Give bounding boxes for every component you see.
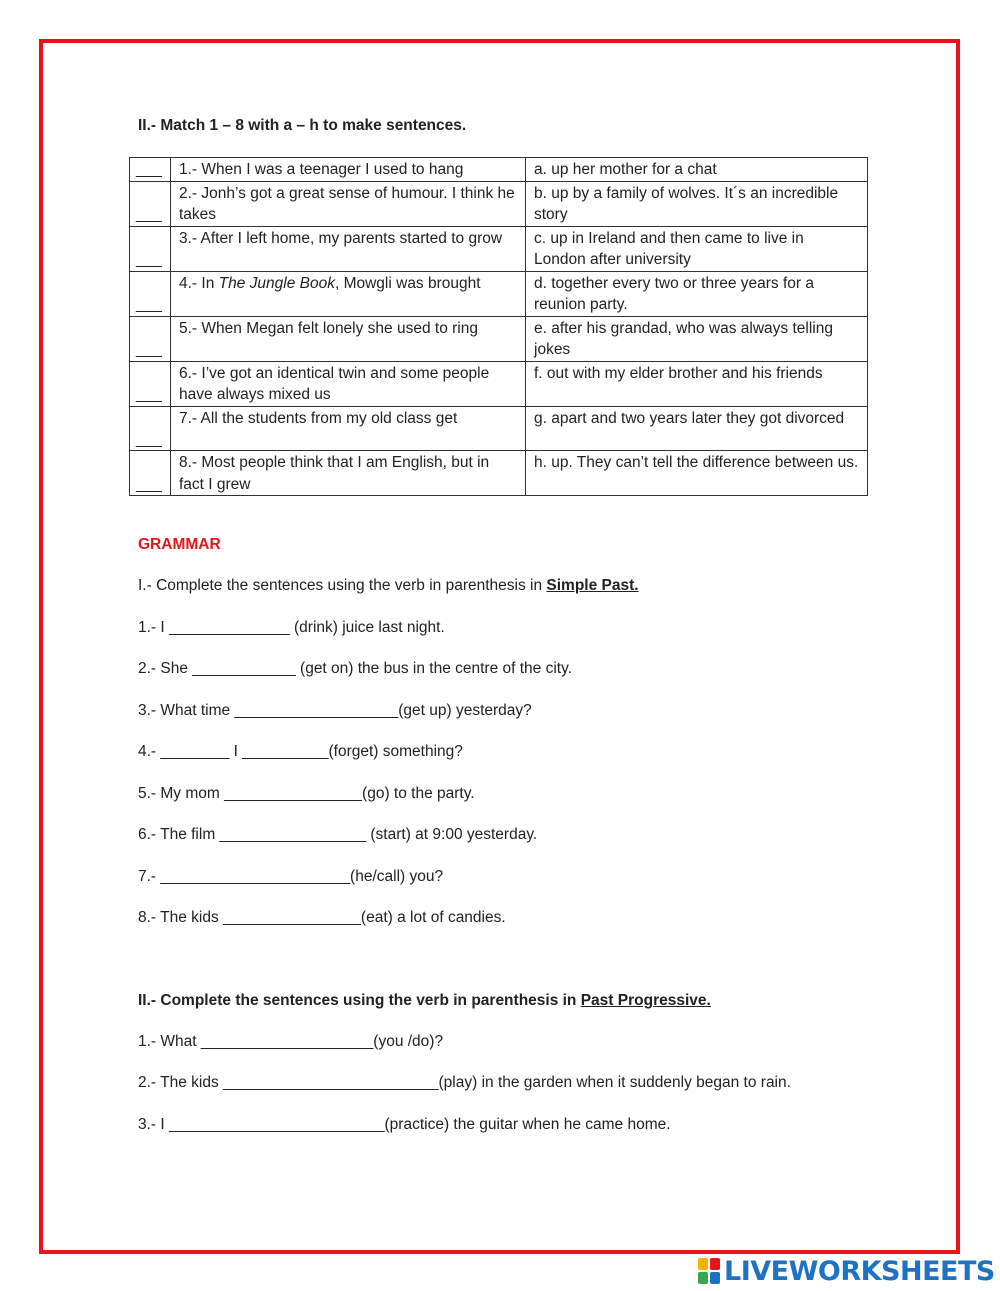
- sentence-start: 6.- I’ve got an identical twin and some people have always mixed us: [171, 361, 526, 406]
- past-progressive-instruction: [138, 992, 711, 1010]
- sentence-end: f. out with my elder brother and his friends: [526, 361, 868, 406]
- sentence-start: 8.- Most people think that I am English, but in fact I grew: [171, 451, 526, 496]
- table-row: [130, 361, 868, 406]
- table-row: [130, 271, 868, 316]
- sentence-end: a. up her mother for a chat: [526, 158, 868, 182]
- answer-blank[interactable]: ___: [130, 271, 171, 316]
- logo-square: [710, 1272, 720, 1284]
- logo-mark-icon: [698, 1258, 720, 1284]
- logo-square: [698, 1272, 708, 1284]
- liveworksheets-logo: [698, 1256, 995, 1286]
- sentence-end: h. up. They can’t tell the difference between us.: [526, 451, 868, 496]
- sentence-start: 7.- All the students from my old class get: [171, 406, 526, 451]
- exercise-item[interactable]: 2.- She ____________ (get on) the bus in the centre of the city.: [138, 660, 573, 677]
- exercise-item[interactable]: 5.- My mom ________________(go) to the party.: [138, 785, 475, 802]
- instruction-text: II.- Complete the sentences using the verb in parenthesis in: [138, 992, 581, 1009]
- exercise-item[interactable]: 7.- ______________________(he/call) you?: [138, 868, 444, 885]
- simple-past-instruction: [138, 577, 639, 595]
- sentence-end: c. up in Ireland and then came to live in London after university: [526, 226, 868, 271]
- exercise-item[interactable]: 6.- The film _________________ (start) at 9:00 yesterday.: [138, 826, 538, 843]
- logo-square: [710, 1258, 720, 1270]
- table-row: [130, 181, 868, 226]
- sentence-start: [171, 271, 526, 316]
- answer-blank[interactable]: ___: [130, 181, 171, 226]
- exercise-item[interactable]: 3.- I _________________________(practice) the guitar when he came home.: [138, 1116, 671, 1133]
- matching-table: [129, 157, 868, 496]
- sentence-start: 1.- When I was a teenager I used to hang: [171, 158, 526, 182]
- answer-blank[interactable]: ___: [130, 158, 171, 182]
- sentence-start: 2.- Jonh’s got a great sense of humour. I think he takes: [171, 181, 526, 226]
- sentence-end: d. together every two or three years for a reunion party.: [526, 271, 868, 316]
- answer-blank[interactable]: ___: [130, 226, 171, 271]
- sentence-start-post: , Mowgli was brought: [334, 274, 481, 292]
- instruction-text: I.- Complete the sentences using the verb in parenthesis in: [138, 577, 547, 594]
- table-row: [130, 451, 868, 496]
- tense-label: Past Progressive.: [580, 992, 711, 1009]
- grammar-title: GRAMMAR: [138, 536, 221, 553]
- tense-label: Simple Past.: [546, 577, 639, 594]
- sentence-end: g. apart and two years later they got divorced: [526, 406, 868, 451]
- table-row: [130, 406, 868, 451]
- sentence-end: e. after his grandad, who was always telling jokes: [526, 316, 868, 361]
- exercise-item[interactable]: 4.- ________ I __________(forget) something?: [138, 743, 463, 760]
- exercise-item[interactable]: 8.- The kids ________________(eat) a lot of candies.: [138, 909, 506, 926]
- exercise-item[interactable]: 1.- I ______________ (drink) juice last night.: [138, 619, 445, 636]
- answer-blank[interactable]: ___: [130, 406, 171, 451]
- answer-blank[interactable]: ___: [130, 316, 171, 361]
- book-title: The Jungle Book: [218, 274, 335, 292]
- sentence-start: 5.- When Megan felt lonely she used to ring: [171, 316, 526, 361]
- exercise-item[interactable]: 2.- The kids _________________________(play) in the garden when it suddenly began to rain.: [138, 1074, 791, 1091]
- sentence-start: 3.- After I left home, my parents started to grow: [171, 226, 526, 271]
- exercise-item[interactable]: 1.- What ____________________(you /do)?: [138, 1033, 444, 1050]
- table-row: [130, 316, 868, 361]
- answer-blank[interactable]: ___: [130, 451, 171, 496]
- logo-square: [698, 1258, 708, 1270]
- exercise-item[interactable]: 3.- What time ___________________(get up) yesterday?: [138, 702, 532, 719]
- answer-blank[interactable]: ___: [130, 361, 171, 406]
- logo-text: LIVEWORKSHEETS: [724, 1255, 995, 1287]
- matching-heading: II.- Match 1 – 8 with a – h to make sentences.: [138, 117, 467, 134]
- table-row: [130, 226, 868, 271]
- sentence-start-pre: 4.- In: [179, 274, 219, 292]
- sentence-end: b. up by a family of wolves. It´s an incredible story: [526, 181, 868, 226]
- table-row: [130, 158, 868, 182]
